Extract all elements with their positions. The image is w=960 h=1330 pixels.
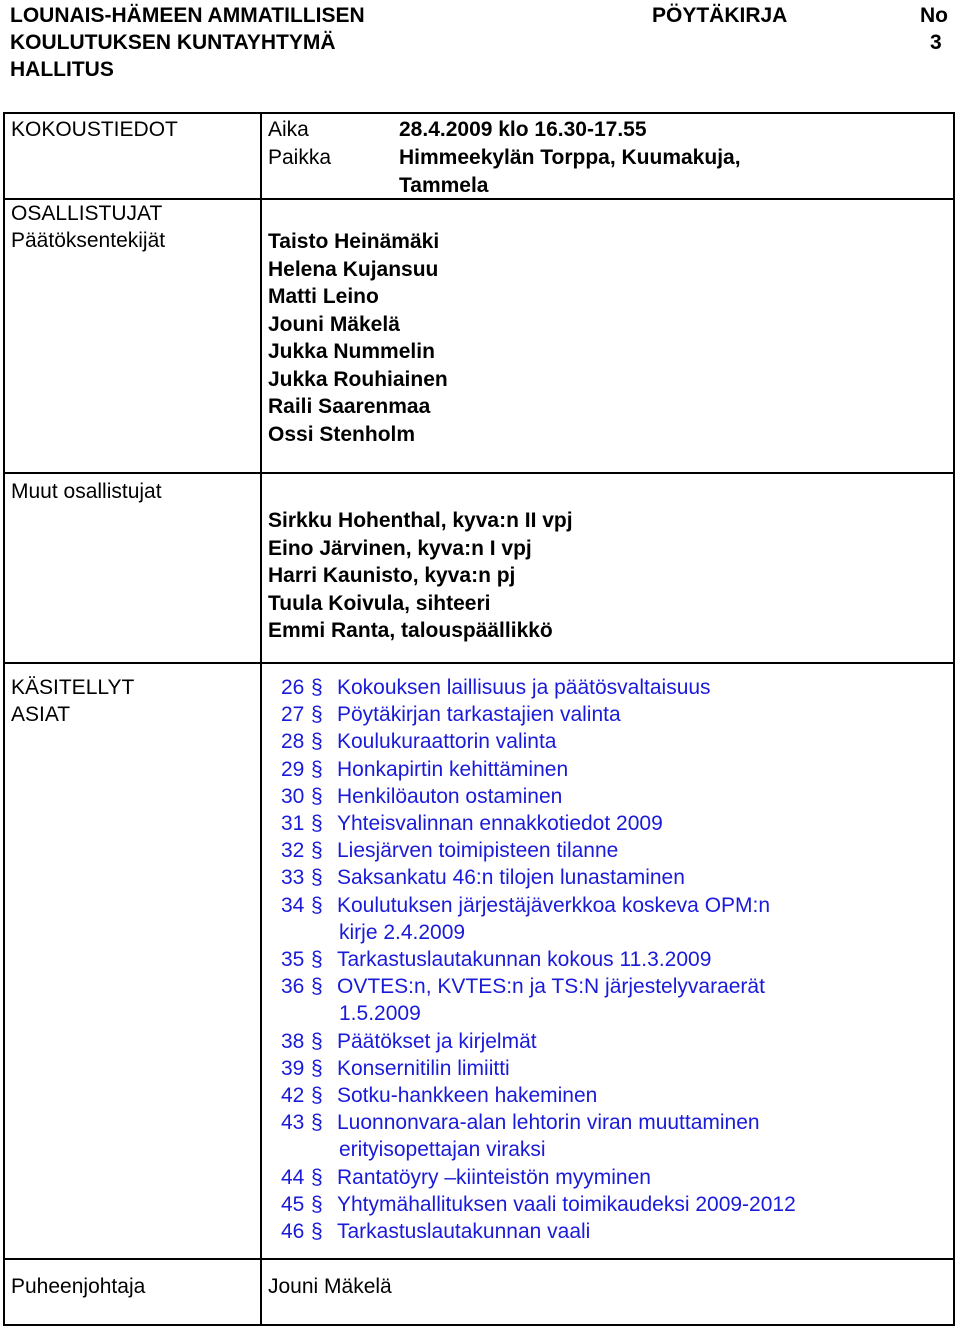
agenda-item-title: Yhteisvalinnan ennakkotiedot 2009 [337,812,663,836]
decision-makers-list [268,228,448,448]
place-label: Paikka [268,146,332,169]
agenda-item-title: Henkilöauton ostaminen [337,784,563,808]
agenda-item-title: Pöytäkirjan tarkastajien valinta [337,703,621,727]
place-value-line2: Tammela [399,174,489,197]
list-item: Tuula Koivula, sihteeri [268,591,491,615]
agenda-item [281,973,796,1000]
agenda-item-number: 44 [281,1165,305,1189]
agenda-item [281,783,796,810]
agenda-item-title: Liesjärven toimipisteen tilanne [337,839,619,863]
agenda-label-line2: ASIAT [11,703,71,726]
section-symbol: § [311,1220,323,1244]
agenda-item [281,946,796,973]
row-divider-decision-makers [5,472,953,474]
minutes-table [3,112,955,1326]
agenda-item-title: Yhtymähallituksen vaali toimikaudeksi 2009-2012 [337,1192,796,1216]
section-symbol: § [311,1192,323,1216]
list-item: Ossi Stenholm [268,422,416,446]
agenda-item [281,674,796,701]
list-item: Jukka Nummelin [268,340,435,363]
agenda-item-title: Sotku-hankkeen hakeminen [337,1084,598,1108]
section-symbol: § [311,757,323,781]
list-item: Helena Kujansuu [268,257,439,281]
number-label: No [920,4,948,27]
section-symbol: § [311,784,323,808]
agenda-item-number: 39 [281,1056,305,1080]
agenda-item-number: 38 [281,1029,305,1053]
organization-body: HALLITUS [10,58,114,81]
place-value-line1: Himmeekylän Torppa, Kuumakuja, [399,146,741,169]
agenda-item [281,1164,796,1191]
number-value: 3 [930,31,942,54]
agenda-item-number: 33 [281,866,305,890]
agenda-item-title: Konsernitilin limiitti [337,1056,510,1080]
agenda-item [281,1218,796,1245]
section-symbol: § [311,866,323,890]
section-symbol: § [311,1165,323,1189]
agenda-item [281,864,796,891]
agenda-item-title: OVTES:n, KVTES:n ja TS:N järjestelyvaraerät [337,975,765,999]
agenda-item [281,701,796,728]
agenda-item-title-continued: kirje 2.4.2009 [339,920,466,944]
agenda-item [281,837,796,864]
list-item: Jukka Rouhiainen [268,367,448,391]
section-symbol: § [311,1056,323,1080]
document-type: PÖYTÄKIRJA [652,4,788,27]
agenda-item-title: Päätökset ja kirjelmät [337,1029,537,1053]
agenda-item-title: Koulukuraattorin valinta [337,730,557,754]
row-divider-others [5,662,953,664]
agenda-item-title: Saksankatu 46:n tilojen lunastaminen [337,866,685,890]
decision-makers-label: Päätöksentekijät [11,229,166,252]
section-symbol: § [311,1111,323,1135]
agenda-item-number: 28 [281,730,305,754]
section-symbol: § [311,1084,323,1108]
agenda-item-number: 42 [281,1084,305,1108]
organization-name-line2: KOULUTUKSEN KUNTAYHTYMÄ [10,31,336,54]
list-item: Jouni Mäkelä [268,312,400,336]
agenda-item-number: 45 [281,1192,305,1216]
section-symbol: § [311,812,323,836]
section-symbol: § [311,1029,323,1053]
time-label: Aika [268,118,309,141]
others-label: Muut osallistujat [11,480,162,503]
agenda-item [281,1028,796,1055]
agenda-item-title: Koulutuksen järjestäjäverkkoa koskeva OPM:n [337,893,771,917]
agenda-item-number: 29 [281,757,305,781]
agenda-item-number: 43 [281,1111,305,1135]
agenda-item-number: 27 [281,703,305,727]
agenda-label-line1: KÄSITELLYT [11,676,135,699]
agenda-item-title: Rantatöyry –kiinteistön myyminen [337,1165,651,1189]
section-symbol: § [311,839,323,863]
agenda-item-title: Tarkastuslautakunnan vaali [337,1220,591,1244]
chair-label: Puheenjohtaja [11,1275,146,1298]
list-item: Harri Kaunisto, kyva:n pj [268,564,516,587]
agenda-item-title: Tarkastuslautakunnan kokous 11.3.2009 [337,948,712,972]
agenda-item-number: 35 [281,948,305,972]
agenda-item [281,756,796,783]
agenda-item [281,1109,796,1136]
agenda-item-title: Kokouksen laillisuus ja päätösvaltaisuus [337,676,711,699]
agenda-item-number: 46 [281,1220,305,1244]
others-list [268,507,573,645]
agenda-item [281,728,796,755]
agenda-item [281,1191,796,1218]
chair-name: Jouni Mäkelä [268,1275,392,1298]
agenda-item [281,810,796,837]
agenda-item-title-continued: 1.5.2009 [339,1002,421,1026]
meeting-section-label: KOKOUSTIEDOT [11,118,178,141]
list-item: Eino Järvinen, kyva:n I vpj [268,536,532,560]
agenda-item-number: 36 [281,975,305,999]
section-symbol: § [311,975,323,999]
section-symbol: § [311,730,323,754]
agenda-item-number: 31 [281,812,305,836]
list-item: Sirkku Hohenthal, kyva:n II vpj [268,509,573,532]
agenda-list [281,674,796,1245]
list-item: Taisto Heinämäki [268,230,440,253]
agenda-item [281,1055,796,1082]
time-value: 28.4.2009 klo 16.30-17.55 [399,118,647,141]
agenda-item-number: 30 [281,784,305,808]
agenda-item-title: Luonnonvara-alan lehtorin viran muuttaminen [337,1111,760,1135]
agenda-item [281,892,796,919]
list-item: Emmi Ranta, talouspäällikkö [268,619,553,642]
agenda-item-title: Honkapirtin kehittäminen [337,757,569,781]
agenda-item-title-continued: erityisopettajan viraksi [339,1138,546,1162]
section-symbol: § [311,948,323,972]
row-divider-agenda [5,1258,953,1260]
list-item: Matti Leino [268,285,379,308]
section-symbol: § [311,676,323,699]
agenda-item-number: 34 [281,893,305,917]
organization-name-line1: LOUNAIS-HÄMEEN AMMATILLISEN [10,4,365,27]
list-item: Raili Saarenmaa [268,395,431,418]
participants-section-label: OSALLISTUJAT [11,202,163,225]
column-divider [260,114,262,1324]
agenda-item-number: 26 [281,676,305,699]
agenda-item-number: 32 [281,839,305,863]
section-symbol: § [311,893,323,917]
agenda-item [281,1082,796,1109]
section-symbol: § [311,703,323,727]
